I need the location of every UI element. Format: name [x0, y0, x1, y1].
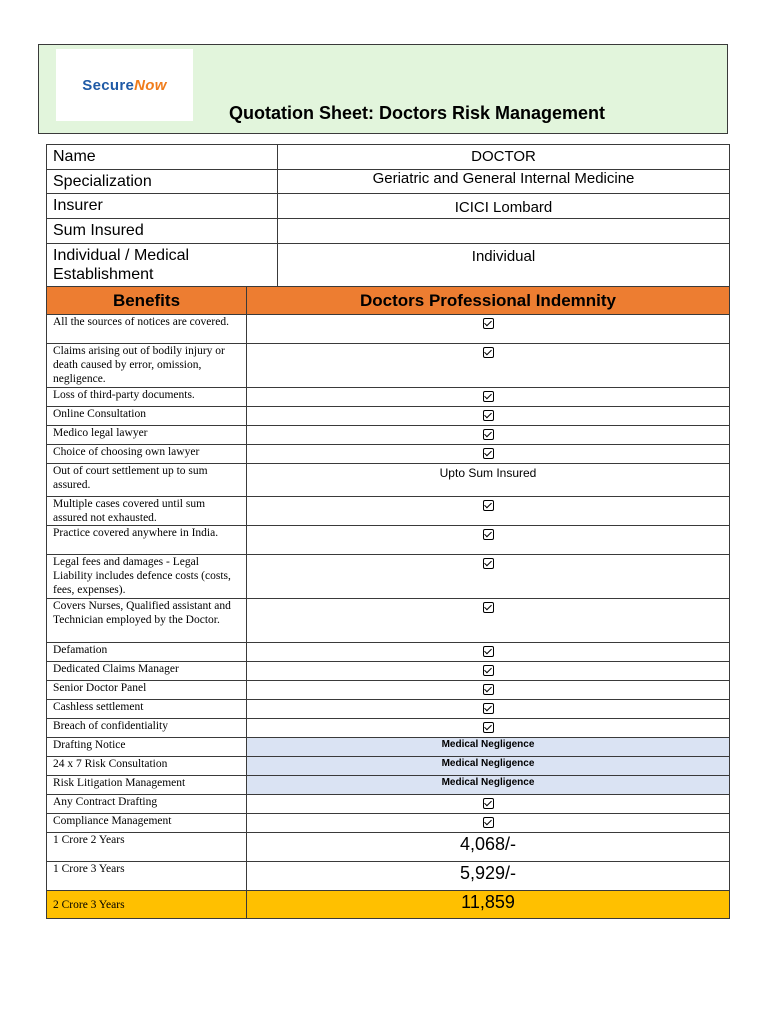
- info-row-sum-insured: [47, 219, 730, 244]
- benefit-label: Online Consultation: [47, 407, 247, 426]
- benefit-row: [47, 795, 730, 814]
- checkbox-checked-icon: [483, 798, 494, 809]
- benefit-row: [47, 526, 730, 555]
- benefit-value: Medical Negligence: [247, 776, 730, 795]
- info-value: ICICI Lombard: [278, 194, 730, 219]
- info-label: Name: [47, 145, 278, 170]
- benefit-value: Medical Negligence: [247, 738, 730, 757]
- price-row: [47, 862, 730, 891]
- benefit-row: [47, 407, 730, 426]
- checkbox-checked-icon: [483, 722, 494, 733]
- benefit-row: [47, 388, 730, 407]
- checkbox-checked-icon: [483, 410, 494, 421]
- price-row: [47, 833, 730, 862]
- benefit-row: [47, 700, 730, 719]
- benefit-row: [47, 344, 730, 388]
- checkbox-checked-icon: [483, 665, 494, 676]
- benefit-row: [47, 719, 730, 738]
- info-table: [46, 144, 730, 287]
- benefit-value: [247, 388, 730, 407]
- checkbox-checked-icon: [483, 684, 494, 695]
- info-value: DOCTOR: [278, 145, 730, 170]
- info-value: [278, 219, 730, 244]
- info-label: Sum Insured: [47, 219, 278, 244]
- benefit-value: [247, 795, 730, 814]
- checkbox-checked-icon: [483, 558, 494, 569]
- benefit-label: Loss of third-party documents.: [47, 388, 247, 407]
- info-label: Individual / Medical Establishment: [47, 244, 278, 287]
- benefit-value: [247, 315, 730, 344]
- premium-amount: 4,068/-: [247, 833, 730, 862]
- benefit-label: 24 x 7 Risk Consultation: [47, 757, 247, 776]
- benefit-value: [247, 643, 730, 662]
- info-row-insurer: [47, 194, 730, 219]
- benefit-label: Claims arising out of bodily injury or death caused by error, omission, negligence.: [47, 344, 247, 388]
- benefit-value: [247, 599, 730, 643]
- benefit-value: Medical Negligence: [247, 757, 730, 776]
- benefit-row: [47, 315, 730, 344]
- benefit-value: [247, 814, 730, 833]
- header-banner: [38, 44, 728, 134]
- plan-label: 1 Crore 2 Years: [47, 833, 247, 862]
- benefit-value: [247, 497, 730, 526]
- info-label: Insurer: [47, 194, 278, 219]
- checkbox-checked-icon: [483, 602, 494, 613]
- benefit-label: Cashless settlement: [47, 700, 247, 719]
- benefit-label: Choice of choosing own lawyer: [47, 445, 247, 464]
- logo-text-secure: Secure: [82, 77, 135, 94]
- benefit-row: [47, 814, 730, 833]
- benefit-value: Upto Sum Insured: [247, 464, 730, 497]
- benefits-table: [46, 286, 730, 919]
- benefit-row: [47, 643, 730, 662]
- premium-amount: 5,929/-: [247, 862, 730, 891]
- info-row-individual: [47, 244, 730, 287]
- plan-label: 1 Crore 3 Years: [47, 862, 247, 891]
- benefit-value: [247, 445, 730, 464]
- benefit-value: [247, 407, 730, 426]
- logo-text-now: Now: [134, 77, 167, 94]
- page-title: Quotation Sheet: Doctors Risk Management: [229, 103, 606, 123]
- checkbox-checked-icon: [483, 448, 494, 459]
- benefit-label: Risk Litigation Management: [47, 776, 247, 795]
- benefit-label: Out of court settlement up to sum assured.: [47, 464, 247, 497]
- benefit-row: [47, 464, 730, 497]
- benefit-value: [247, 700, 730, 719]
- indemnity-col-header: Doctors Professional Indemnity: [247, 287, 730, 315]
- benefit-row: [47, 662, 730, 681]
- benefit-value: [247, 555, 730, 599]
- benefit-row: [47, 738, 730, 757]
- benefit-label: Drafting Notice: [47, 738, 247, 757]
- benefit-label: Covers Nurses, Qualified assistant and Technician employed by the Doctor.: [47, 599, 247, 643]
- info-row-name: [47, 145, 730, 170]
- benefit-label: Senior Doctor Panel: [47, 681, 247, 700]
- info-value: Individual: [278, 244, 730, 287]
- benefit-row: [47, 497, 730, 526]
- benefit-value: [247, 719, 730, 738]
- benefits-header-row: [47, 287, 730, 315]
- info-label: Specialization: [47, 170, 278, 194]
- benefit-value: [247, 426, 730, 445]
- checkbox-checked-icon: [483, 347, 494, 358]
- benefit-label: Legal fees and damages - Legal Liability includes defence costs (costs, fees, expenses).: [47, 555, 247, 599]
- checkbox-checked-icon: [483, 703, 494, 714]
- checkbox-checked-icon: [483, 646, 494, 657]
- benefit-label: Compliance Management: [47, 814, 247, 833]
- benefit-value: [247, 526, 730, 555]
- info-row-specialization: [47, 170, 730, 194]
- checkbox-checked-icon: [483, 500, 494, 511]
- benefit-label: Breach of confidentiality: [47, 719, 247, 738]
- logo: [56, 49, 193, 121]
- benefit-value: [247, 344, 730, 388]
- benefit-label: Any Contract Drafting: [47, 795, 247, 814]
- benefit-row: [47, 426, 730, 445]
- benefit-label: Dedicated Claims Manager: [47, 662, 247, 681]
- checkbox-checked-icon: [483, 429, 494, 440]
- benefit-value: [247, 681, 730, 700]
- checkbox-checked-icon: [483, 529, 494, 540]
- benefit-row: [47, 757, 730, 776]
- checkbox-checked-icon: [483, 817, 494, 828]
- price-row: [47, 891, 730, 919]
- premium-amount: 11,859: [247, 891, 730, 919]
- benefit-row: [47, 555, 730, 599]
- benefits-col-header: Benefits: [47, 287, 247, 315]
- benefit-value: [247, 662, 730, 681]
- benefit-row: [47, 776, 730, 795]
- benefit-label: All the sources of notices are covered.: [47, 315, 247, 344]
- benefit-label: Multiple cases covered until sum assured not exhausted.: [47, 497, 247, 526]
- benefit-row: [47, 599, 730, 643]
- benefit-label: Practice covered anywhere in India.: [47, 526, 247, 555]
- benefit-row: [47, 681, 730, 700]
- benefit-label: Defamation: [47, 643, 247, 662]
- benefit-row: [47, 445, 730, 464]
- benefit-label: Medico legal lawyer: [47, 426, 247, 445]
- checkbox-checked-icon: [483, 318, 494, 329]
- checkbox-checked-icon: [483, 391, 494, 402]
- info-value: Geriatric and General Internal Medicine: [278, 170, 730, 194]
- plan-label: 2 Crore 3 Years: [47, 891, 247, 919]
